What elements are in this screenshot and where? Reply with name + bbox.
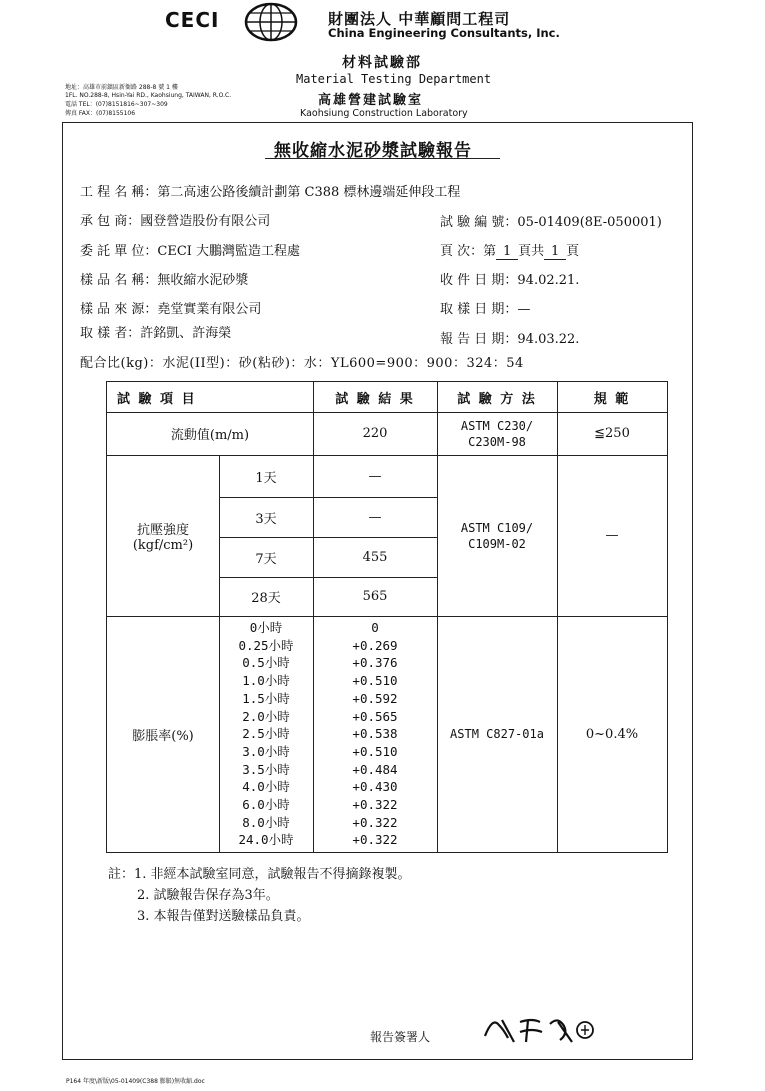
test-no-row [440,211,662,230]
company-name-en: China Engineering Consultants, Inc. [328,26,560,40]
page-prefix: 第 [483,244,497,259]
expansion-time: 1.0小時 [242,673,290,689]
note-text: 1. 非經本試驗室同意，試驗報告不得摘錄複製。 [134,867,411,882]
expansion-time: 2.0小時 [242,708,290,724]
handwritten-signature [480,1012,600,1046]
expansion-time: 2.5小時 [242,726,290,742]
expansion-time: 4.0小時 [242,779,290,795]
flow-spec: ≦250 [594,426,630,441]
page-number: 1 [496,244,518,260]
strength-age: 1天 [255,470,277,486]
expansion-value: +0.322 [352,814,398,830]
expansion-time: 0小時 [249,620,283,635]
contractor-row [80,210,270,229]
expansion-value: +0.565 [352,708,398,724]
received-label: 收 件 日 期： [440,273,518,288]
project-row [80,181,460,200]
header-item [107,382,313,412]
sampled-row [440,298,530,317]
expansion-values [313,616,437,852]
footer-file-path: P164 年度\新版\05-01409(C388 膨脹)無收縮.doc [66,1078,205,1085]
logo-text: CECI [165,8,220,32]
company-name-cn: 財團法人 中華顧問工程司 [328,10,511,28]
expansion-value: +0.510 [352,743,398,759]
department-en: Material Testing Department [296,72,492,86]
expansion-name: 膨脹率(%) [132,728,194,744]
client-value: CECI 大鵬灣監造工程處 [157,244,301,259]
address-line: 地址：高雄市前鎮區新衙路 288-8 號 1 樓 [65,84,178,91]
header-spec: 規 範 [593,391,631,407]
note-3: 3. 本報告僅對送驗樣品負責。 [137,909,310,924]
expansion-method: ASTM C827-01a [450,727,544,741]
expansion-value: +0.322 [352,797,398,813]
sample-name-value: 無收縮水泥砂漿 [157,273,249,288]
phone-line: 電話 TEL：(07)8151816~307~309 [65,101,168,108]
strength-name-line2: (kgf/cm²) [132,537,194,553]
strength-value: — [368,468,382,484]
test-no-label: 試 驗 編 號： [440,215,518,230]
page-middle: 頁共 [518,244,545,259]
strength-name [107,455,219,616]
sample-name-label: 樣 品 名 稱： [80,273,158,288]
flow-method: ASTM C230/ C230M-98 [460,418,534,449]
sample-source-label: 樣 品 來 源： [80,302,158,317]
expansion-times [219,616,313,852]
strength-value: — [368,509,382,525]
expansion-value-list [352,619,397,849]
expansion-time: 3.0小時 [242,743,290,759]
expansion-spec: 0~0.4% [585,726,639,742]
address-line: 1FL. NO.288-8, Hsin-Yai RD., Kaohsiung, TAIWAN, R.O.C. [65,92,232,99]
sample-source-value: 堯堂實業有限公司 [157,302,262,317]
page-suffix: 頁 [566,244,580,259]
strength-age: 28天 [251,591,281,606]
test-no-value: 05-01409(8E-050001) [517,215,662,230]
expansion-time: 0.25小時 [238,637,294,653]
expansion-value: 0 [371,620,379,635]
expansion-time: 8.0小時 [242,814,290,830]
note-prefix: 註： [108,867,135,882]
sampled-label: 取 樣 日 期： [440,302,518,317]
client-label: 委 託 單 位： [80,244,158,259]
expansion-time: 6.0小時 [242,797,290,813]
expansion-value: +0.322 [352,832,398,848]
contractor-label: 承 包 商： [80,214,141,229]
expansion-value: +0.376 [352,655,398,671]
expansion-value: +0.484 [352,761,398,777]
header-item-text: 試 驗 項 目 [117,391,197,407]
expansion-value: +0.538 [352,726,398,742]
page-total: 1 [544,244,566,260]
received-value: 94.02.21. [517,273,580,288]
report-date-row [440,328,579,347]
sample-name-row [80,269,248,288]
mix-ratio: 配合比(kg)：水泥(II型)：砂(粘砂)：水：YL600=900：900：324：54 [80,356,524,371]
page-row [440,240,579,260]
note-1 [108,863,411,882]
strength-method: ASTM C109/ C109M-02 [460,520,534,551]
sampler-value: 許銘凱、許海榮 [140,326,232,341]
report-title: 無收縮水泥砂漿試驗報告 [274,141,472,161]
expansion-time: 3.5小時 [242,761,290,777]
flow-result: 220 [362,426,388,441]
expansion-value: +0.592 [352,690,398,706]
client-row [80,240,300,259]
signature-label: 報告簽署人 [370,1030,431,1044]
sampler-label: 取 樣 者： [80,326,141,341]
title-underline [265,158,500,159]
note-2: 2. 試驗報告保存為3年。 [137,888,279,903]
strength-age: 3天 [255,511,277,527]
globe-logo-icon [244,2,298,42]
expansion-value: +0.269 [352,637,398,653]
fax-line: 傳真 FAX：(07)8155106 [65,110,136,117]
project-label: 工 程 名 稱： [80,185,158,200]
expansion-time: 0.5小時 [242,655,290,671]
department-cn: 材料試驗部 [342,55,422,71]
header-result: 試 驗 結 果 [335,391,415,407]
strength-value: 565 [362,589,388,604]
laboratory-cn: 高雄營建試驗室 [318,93,424,108]
project-value: 第二高速公路後續計劃第 C388 標林邊端延伸段工程 [157,185,461,200]
report-date-value: 94.03.22. [517,332,580,347]
expansion-time: 24.0小時 [238,832,294,848]
expansion-value: +0.510 [352,673,398,689]
sample-source-row [80,298,261,317]
strength-value: 455 [362,549,388,565]
strength-age: 7天 [255,551,277,567]
page-label: 頁 次： [440,244,484,259]
strength-name-line1: 抗壓強度 [136,522,189,538]
strength-spec: — [605,528,619,543]
sampler-row [80,322,231,341]
expansion-time-list [238,619,293,849]
report-date-label: 報 告 日 期： [440,332,518,347]
flow-name: 流動值(m/m) [170,428,250,443]
expansion-value: +0.430 [352,779,398,795]
header-method: 試 驗 方 法 [457,391,537,407]
received-row [440,269,579,288]
expansion-time: 1.5小時 [242,690,290,706]
sampled-value: — [517,302,531,317]
results-table [106,381,668,853]
laboratory-en: Kaohsiung Construction Laboratory [300,108,468,119]
contractor-value: 國登營造股份有限公司 [140,214,271,229]
